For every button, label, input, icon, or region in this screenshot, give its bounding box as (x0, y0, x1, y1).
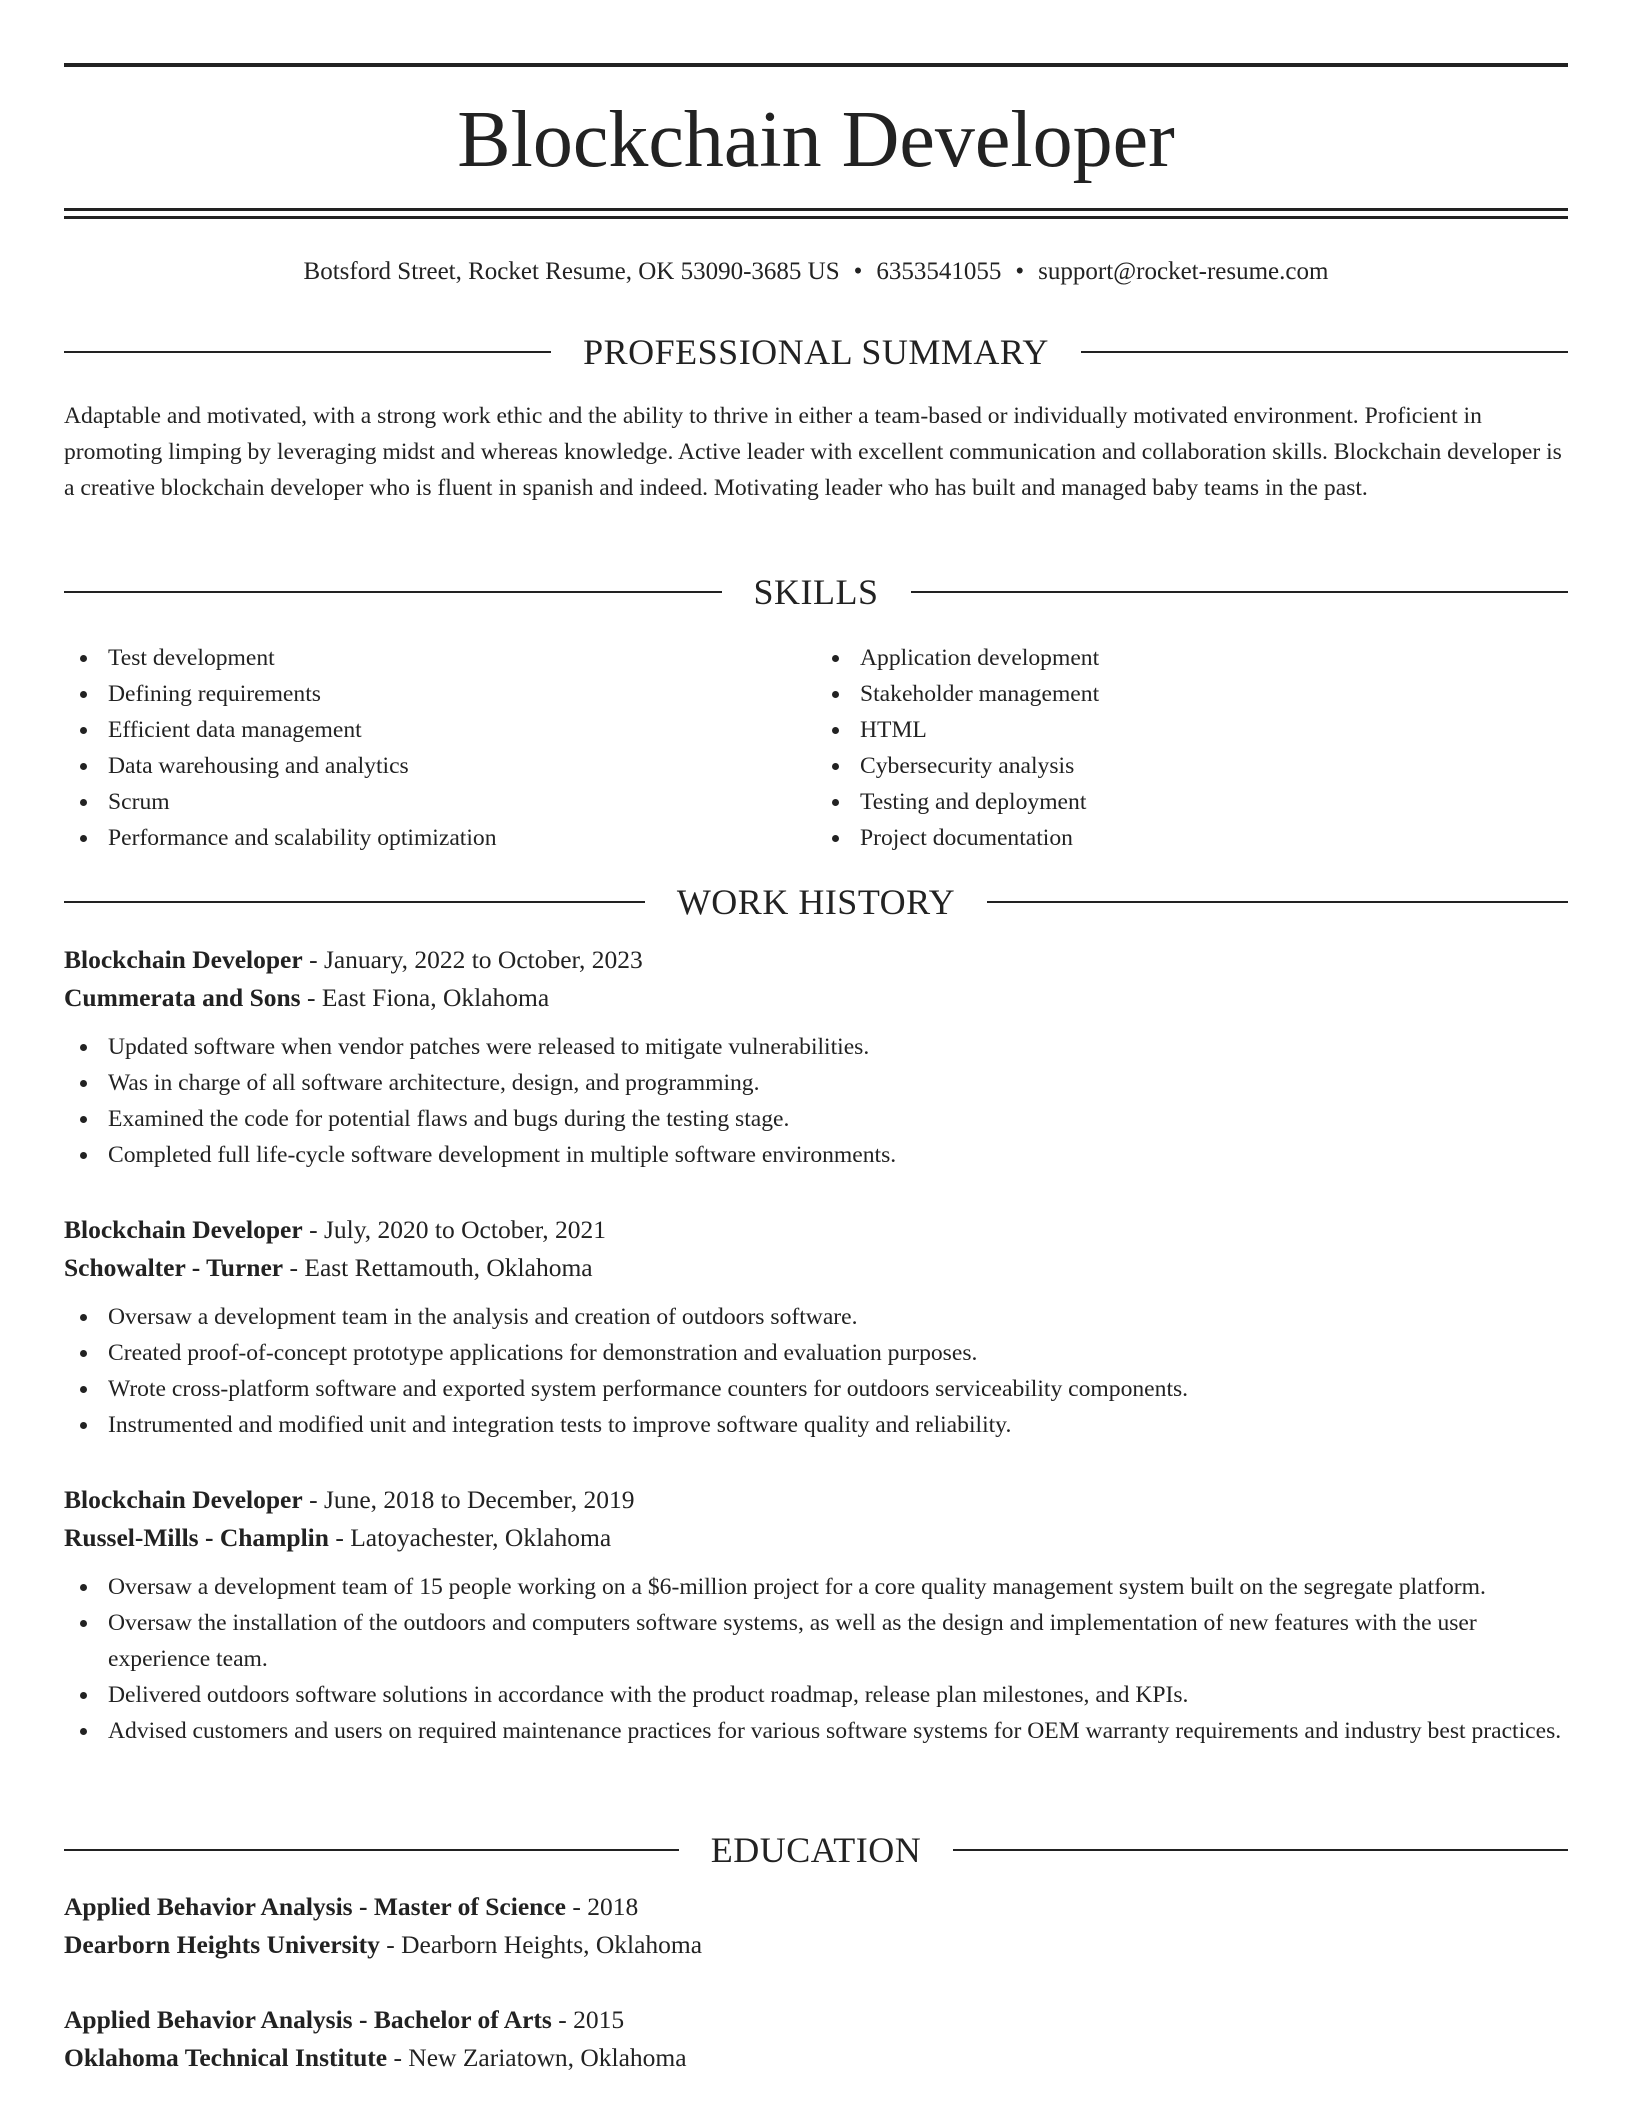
skill-item: HTML (816, 712, 1568, 748)
job-bullets (64, 1569, 1568, 1749)
job-bullet: Completed full life-cycle software development in multiple software environments. (64, 1137, 1568, 1173)
job-company-line (64, 979, 1568, 1017)
job-bullets (64, 1029, 1568, 1173)
education-year: - 2018 (565, 1892, 639, 1921)
job-bullets (64, 1299, 1568, 1443)
education-degree: Applied Behavior Analysis - Bachelor of Arts (64, 2005, 552, 2034)
education-year: - 2015 (551, 2005, 625, 2034)
contact-phone: 6353541055 (876, 258, 1002, 285)
education-degree: Applied Behavior Analysis - Master of Science (64, 1892, 566, 1921)
contact-separator: • (1015, 258, 1025, 285)
skill-item: Data warehousing and analytics (64, 748, 816, 784)
job-bullet: Updated software when vendor patches were released to mitigate vulnerabilities. (64, 1029, 1568, 1065)
education-degree-line (64, 1888, 1568, 1926)
contact-separator: • (853, 258, 863, 285)
job-title-line (64, 1481, 1568, 1519)
education-school: Dearborn Heights University (64, 1930, 380, 1959)
job-bullet: Created proof-of-concept prototype applications for demonstration and evaluation purposes. (64, 1335, 1568, 1371)
job-location: - East Rettamouth, Oklahoma (283, 1253, 593, 1282)
skill-item: Stakeholder management (816, 676, 1568, 712)
skills-column-right (816, 640, 1568, 856)
skill-item: Project documentation (816, 820, 1568, 856)
work-heading (64, 882, 1568, 922)
job-entry (64, 941, 1568, 1173)
job-company-line (64, 1249, 1568, 1287)
summary-title: PROFESSIONAL SUMMARY (583, 332, 1049, 372)
job-title: Blockchain Developer (64, 1215, 303, 1244)
contact-line (64, 255, 1568, 289)
job-title: Blockchain Developer (64, 1485, 303, 1514)
top-rule (64, 63, 1568, 67)
education-school-line (64, 1926, 1568, 1964)
education-school-line (64, 2039, 1568, 2077)
skill-item: Application development (816, 640, 1568, 676)
double-rule (64, 208, 1568, 219)
job-company: Russel-Mills - Champlin (64, 1523, 329, 1552)
job-company-line (64, 1519, 1568, 1557)
education-school: Oklahoma Technical Institute (64, 2043, 388, 2072)
job-title: Blockchain Developer (64, 945, 303, 974)
education-location: - New Zariatown, Oklahoma (387, 2043, 687, 2072)
heading-rule (987, 901, 1568, 903)
job-dates: - July, 2020 to October, 2021 (302, 1215, 606, 1244)
job-dates: - January, 2022 to October, 2023 (302, 945, 643, 974)
education-heading (64, 1830, 1568, 1870)
skill-item: Scrum (64, 784, 816, 820)
summary-heading (64, 332, 1568, 372)
heading-rule (1081, 351, 1568, 353)
education-degree-line (64, 2001, 1568, 2039)
skill-item: Cybersecurity analysis (816, 748, 1568, 784)
job-entry (64, 1211, 1568, 1443)
skill-item: Efficient data management (64, 712, 816, 748)
job-entry (64, 1481, 1568, 1749)
skills-heading (64, 572, 1568, 612)
heading-rule (64, 591, 722, 593)
education-entry (64, 1888, 1568, 1964)
heading-rule (64, 351, 551, 353)
skill-item: Defining requirements (64, 676, 816, 712)
skill-item: Performance and scalability optimization (64, 820, 816, 856)
contact-address: Botsford Street, Rocket Resume, OK 53090-3685 US (303, 258, 840, 285)
job-bullet: Oversaw a development team in the analysis and creation of outdoors software. (64, 1299, 1568, 1335)
heading-rule (953, 1849, 1568, 1851)
job-bullet: Advised customers and users on required maintenance practices for various software systems for OEM warranty requirements and industry best practices. (64, 1713, 1568, 1749)
summary-text: Adaptable and motivated, with a strong work ethic and the ability to thrive in either a team-based or individually motivated environment. Proficient in promoting limping by leveraging midst and whereas knowledge. Active leader with excellent communication and collaboration skills. Blockchain developer is a creative blockchain developer who is fluent in spanish and indeed. Motivating leader who has built and managed baby teams in the past. (64, 403, 1562, 501)
job-bullet: Delivered outdoors software solutions in accordance with the product roadmap, release plan milestones, and KPIs. (64, 1677, 1568, 1713)
skills-title: SKILLS (753, 572, 879, 612)
skills-list (64, 640, 1568, 856)
job-bullet: Wrote cross-platform software and exported system performance counters for outdoors serviceability components. (64, 1371, 1568, 1407)
job-title-line (64, 1211, 1568, 1249)
job-bullet: Oversaw the installation of the outdoors and computers software systems, as well as the design and implementation of new features with the user experience team. (64, 1605, 1568, 1677)
resume-name: Blockchain Developer (457, 96, 1175, 184)
contact-email: support@rocket-resume.com (1038, 258, 1329, 285)
heading-rule (64, 1849, 679, 1851)
education-entry (64, 2001, 1568, 2077)
job-bullet: Oversaw a development team of 15 people working on a $6-million project for a core quality management system built on the segregate platform. (64, 1569, 1568, 1605)
work-title: WORK HISTORY (676, 882, 956, 922)
job-company: Schowalter - Turner (64, 1253, 284, 1282)
heading-rule (911, 591, 1569, 593)
education-location: - Dearborn Heights, Oklahoma (379, 1930, 703, 1959)
job-location: - Latoyachester, Oklahoma (328, 1523, 612, 1552)
job-title-line (64, 941, 1568, 979)
job-bullet: Examined the code for potential flaws and bugs during the testing stage. (64, 1101, 1568, 1137)
skill-item: Test development (64, 640, 816, 676)
skill-item: Testing and deployment (816, 784, 1568, 820)
education-title: EDUCATION (710, 1830, 922, 1870)
skills-column-left (64, 640, 816, 856)
job-dates: - June, 2018 to December, 2019 (302, 1485, 635, 1514)
job-bullet: Instrumented and modified unit and integration tests to improve software quality and reliability. (64, 1407, 1568, 1443)
job-bullet: Was in charge of all software architecture, design, and programming. (64, 1065, 1568, 1101)
job-company: Cummerata and Sons (64, 983, 301, 1012)
heading-rule (64, 901, 645, 903)
job-location: - East Fiona, Oklahoma (300, 983, 550, 1012)
